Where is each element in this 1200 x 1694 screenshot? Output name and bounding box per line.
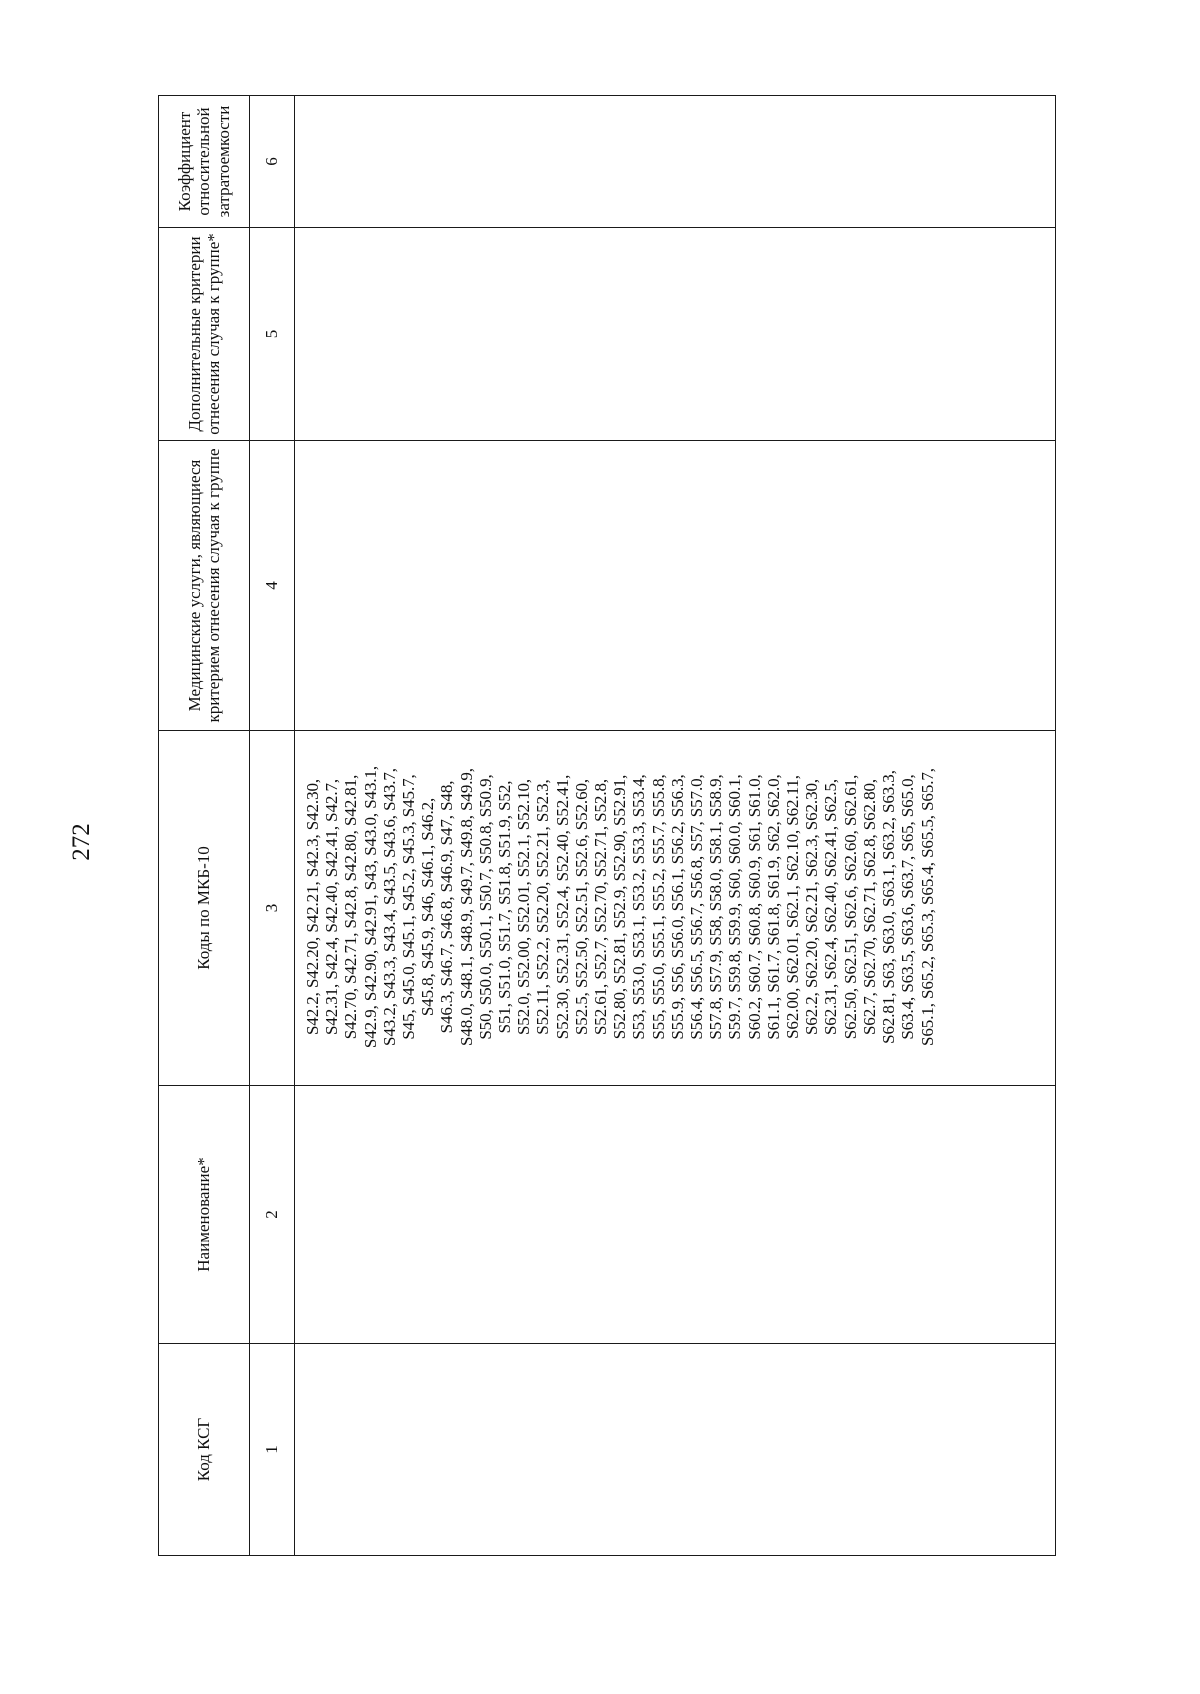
- mkb-code-line: S60.2, S60.7, S60.8, S60.9, S61, S61.0,: [744, 774, 764, 1040]
- page-number: [62, 812, 102, 872]
- coefficient-cell: [295, 96, 1056, 228]
- mkb-code-line: S62.31, S62.4, S62.40, S62.41, S62.5,: [821, 778, 841, 1036]
- table-row: [295, 96, 1056, 1556]
- mkb-code-line: S48.0, S48.1, S48.9, S49.7, S49.8, S49.9,: [456, 768, 476, 1046]
- mkb-code-line: S42.70, S42.71, S42.8, S42.80, S42.81,: [341, 774, 361, 1040]
- mkb-code-line: S55, S55.0, S55.1, S55.2, S55.7, S55.8,: [648, 774, 668, 1040]
- mkb-code-line: S42.9, S42.90, S42.91, S43, S43.0, S43.1,: [360, 765, 380, 1049]
- header-services: Медицинские услуги, являющиеся критерием отнесения случая к группе: [159, 441, 250, 731]
- mkb-code-line: S52.5, S52.50, S52.51, S52.6, S52.60,: [571, 778, 591, 1036]
- header-coefficient: Коэффициент относительной затратоемкости: [159, 96, 250, 228]
- mkb-code-line: S62.81, S63, S63.0, S63.1, S63.2, S63.3,: [879, 770, 899, 1044]
- mkb-code-line: S52.0, S52.00, S52.01, S52.1, S52.10,: [514, 778, 534, 1036]
- mkb-code-line: S52.11, S52.2, S52.20, S52.21, S52.3,: [533, 779, 553, 1035]
- mkb-code-line: S45, S45.0, S45.1, S45.2, S45.3, S45.7,: [399, 774, 419, 1040]
- rotated-table-container: [158, 96, 1056, 1556]
- mkb-codes-cell: [295, 731, 1056, 1086]
- mkb-code-line: S46.3, S46.7, S46.8, S46.9, S47, S48,: [437, 780, 457, 1034]
- mkb-code-line: S65.1, S65.2, S65.3, S65.4, S65.5, S65.7,: [917, 768, 937, 1046]
- mkb-code-line: S62.2, S62.20, S62.21, S62.3, S62.30,: [802, 778, 822, 1036]
- mkb-code-line: S42.2, S42.20, S42.21, S42.3, S42.30,: [303, 778, 322, 1036]
- mkb-code-line: S52.80, S52.81, S52.9, S52.90, S52.91,: [610, 774, 630, 1040]
- column-number-row: [250, 96, 295, 1556]
- column-number: 1: [250, 1344, 295, 1556]
- mkb-code-line: S61.1, S61.7, S61.8, S61.9, S62, S62.0,: [763, 774, 783, 1040]
- mkb-code-line: S42.31, S42.4, S42.40, S42.41, S42.7,: [322, 778, 342, 1036]
- mkb-code-line: S50, S50.0, S50.1, S50.7, S50.8, S50.9,: [475, 774, 495, 1040]
- column-number: 5: [250, 228, 295, 441]
- column-number: 6: [250, 96, 295, 228]
- mkb-code-line: S62.7, S62.70, S62.71, S62.8, S62.80,: [859, 778, 879, 1036]
- mkb-code-line: S62.50, S62.51, S62.6, S62.60, S62.61,: [840, 774, 860, 1040]
- mkb-code-line: S63.4, S63.5, S63.6, S63.7, S65, S65.0,: [898, 774, 918, 1040]
- header-row: [159, 96, 250, 1556]
- mkb-code-line: S45.8, S45.9, S46, S46.1, S46.2,: [418, 797, 438, 1017]
- ksg-code-cell: [295, 1344, 1056, 1556]
- mkb-code-line: S51, S51.0, S51.7, S51.8, S51.9, S52,: [495, 780, 515, 1034]
- extra-criteria-cell: [295, 228, 1056, 441]
- mkb-code-line: S43.2, S43.3, S43.4, S43.5, S43.6, S43.7,: [379, 768, 399, 1046]
- column-number: 4: [250, 441, 295, 731]
- name-cell: [295, 1086, 1056, 1344]
- header-name: Наименование*: [159, 1086, 250, 1344]
- mkb-code-line: S56.4, S56.5, S56.7, S56.8, S57, S57.0,: [687, 774, 707, 1040]
- mkb-code-line: S62.00, S62.01, S62.1, S62.10, S62.11,: [783, 775, 803, 1039]
- mkb-code-line: S55.9, S56, S56.0, S56.1, S56.2, S56.3,: [667, 774, 687, 1040]
- column-number: 2: [250, 1086, 295, 1344]
- mkb-code-line: S59.7, S59.8, S59.9, S60, S60.0, S60.1,: [725, 774, 745, 1040]
- services-cell: [295, 441, 1056, 731]
- header-mkb-codes: Коды по МКБ-10: [159, 731, 250, 1086]
- column-number: 3: [250, 731, 295, 1086]
- header-ksg-code: Код КСГ: [159, 1344, 250, 1556]
- mkb-code-line: S57.8, S57.9, S58, S58.0, S58.1, S58.9,: [706, 774, 726, 1040]
- header-extra-criteria: Дополнительные критерии отнесения случая к группе*: [159, 228, 250, 441]
- ksg-table: [158, 95, 1056, 1556]
- mkb-code-line: S52.61, S52.7, S52.70, S52.71, S52.8,: [591, 778, 611, 1036]
- page-number-text: 272: [68, 823, 95, 861]
- mkb-code-line: S53, S53.0, S53.1, S53.2, S53.3, S53.4,: [629, 774, 649, 1040]
- mkb-code-line: S52.30, S52.31, S52.4, S52.40, S52.41,: [552, 774, 572, 1040]
